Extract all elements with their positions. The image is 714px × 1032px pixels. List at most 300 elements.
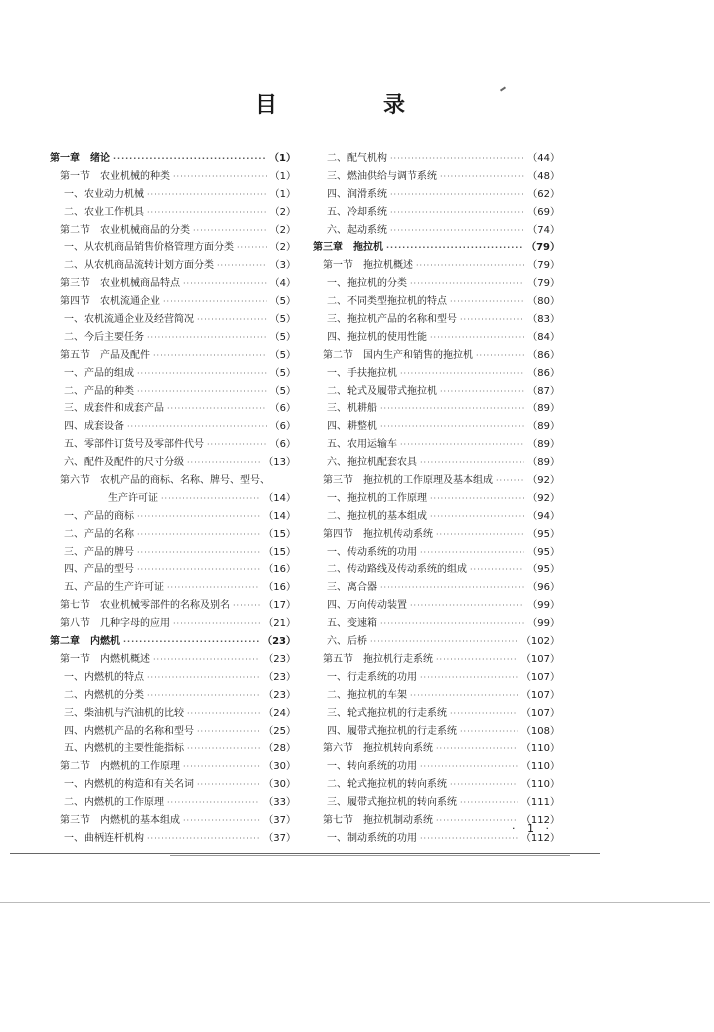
toc-leader-dots — [370, 633, 518, 651]
toc-entry-label: 五、变速箱 — [327, 618, 377, 630]
toc-leader-dots — [450, 705, 518, 723]
toc-entry — [50, 293, 296, 311]
toc-entry — [50, 347, 296, 365]
toc-page-number: （30） — [263, 761, 296, 773]
toc-entry-label: 二、轮式及履带式拖拉机 — [327, 385, 437, 397]
toc-leader-dots — [440, 383, 524, 401]
toc-entry-label: 五、农用运输车 — [327, 439, 397, 451]
title-char-1: 目 — [255, 93, 278, 118]
stray-mark — [500, 86, 506, 91]
toc-entry — [313, 168, 560, 186]
toc-leader-dots — [420, 830, 518, 848]
toc-entry-label: 第一节 内燃机概述 — [60, 653, 150, 665]
toc-leader-dots — [390, 222, 524, 240]
toc-page-number: （79） — [527, 260, 560, 272]
toc-page-number: （89） — [527, 457, 560, 469]
toc-entry-label: 第一节 拖拉机概述 — [323, 260, 413, 272]
page-title — [255, 88, 405, 119]
toc-leader-dots — [173, 168, 267, 186]
toc-leader-dots — [380, 579, 524, 597]
toc-leader-dots — [450, 293, 524, 311]
toc-page-number: （6） — [269, 421, 296, 433]
toc-entry-label: 四、产品的型号 — [64, 564, 134, 576]
toc-leader-dots — [390, 150, 524, 168]
toc-page-number: （69） — [527, 206, 560, 218]
toc-entry-label: 六、起动系统 — [327, 224, 387, 236]
toc-entry — [313, 383, 560, 401]
toc-entry — [313, 150, 560, 168]
toc-leader-dots — [233, 597, 260, 615]
toc-entry — [50, 222, 296, 240]
toc-entry — [50, 615, 296, 633]
toc-entry — [313, 526, 560, 544]
toc-page-number: （14） — [263, 510, 296, 522]
toc-leader-dots — [420, 544, 524, 562]
toc-page-number: （21） — [263, 618, 296, 630]
toc-entry-label: 第二节 农业机械商品的分类 — [60, 224, 190, 236]
toc-entry — [50, 454, 296, 472]
toc-entry — [313, 633, 560, 651]
toc-entry-label: 第五节 产品及配件 — [60, 349, 150, 361]
toc-page-number: （15） — [263, 546, 296, 558]
toc-leader-dots — [217, 257, 267, 275]
toc-leader-dots — [113, 150, 266, 168]
toc-leader-dots — [237, 239, 267, 257]
toc-entry-label: 一、农机流通企业及经营简况 — [64, 314, 194, 326]
toc-leader-dots — [163, 293, 267, 311]
toc-entry-label: 第八节 几种字母的应用 — [60, 618, 170, 630]
toc-entry-label: 二、农业工作机具 — [64, 206, 144, 218]
toc-entry-label: 第三节 内燃机的基本组成 — [60, 814, 180, 826]
toc-entry — [50, 329, 296, 347]
toc-entry — [50, 508, 296, 526]
toc-page-number: （79） — [526, 242, 560, 254]
toc-entry-label: 三、柴油机与汽油机的比较 — [64, 707, 184, 719]
toc-entry — [313, 669, 560, 687]
toc-entry-label: 一、手扶拖拉机 — [327, 367, 397, 379]
toc-leader-dots — [127, 418, 267, 436]
toc-entry — [313, 275, 560, 293]
toc-leader-dots — [416, 257, 524, 275]
toc-leader-dots — [147, 329, 267, 347]
toc-leader-dots — [496, 472, 524, 490]
toc-page-number: （13） — [263, 457, 296, 469]
toc-page-number: （23） — [262, 636, 296, 648]
toc-leader-dots — [137, 508, 260, 526]
toc-entry-label: 五、零部件订货号及零部件代号 — [64, 439, 204, 451]
toc-entry — [313, 436, 560, 454]
toc-entry — [50, 400, 296, 418]
toc-entry-label: 三、离合器 — [327, 582, 377, 594]
toc-page-number: （24） — [263, 707, 296, 719]
toc-entry — [313, 490, 560, 508]
toc-leader-dots — [430, 490, 524, 508]
toc-leader-dots — [153, 347, 267, 365]
toc-leader-dots — [173, 615, 260, 633]
toc-entry — [313, 561, 560, 579]
toc-entry — [50, 758, 296, 776]
toc-entry-label: 六、拖拉机配套农具 — [327, 457, 417, 469]
toc-leader-dots — [460, 311, 524, 329]
toc-page-number: （2） — [269, 224, 296, 236]
toc-entry-label: 二、拖拉机的车架 — [327, 689, 407, 701]
toc-leader-dots — [147, 830, 260, 848]
toc-page-number: （79） — [527, 278, 560, 290]
title-char-2: 录 — [382, 93, 405, 118]
toc-entry-label: 一、内燃机的特点 — [64, 671, 144, 683]
toc-entry-label: 五、冷却系统 — [327, 206, 387, 218]
toc-page-number: （28） — [263, 743, 296, 755]
toc-page-number: （3） — [269, 260, 296, 272]
toc-entry-label: 四、润滑系统 — [327, 188, 387, 200]
toc-entry — [313, 293, 560, 311]
toc-entry — [50, 418, 296, 436]
toc-leader-dots — [137, 526, 260, 544]
toc-entry-label: 一、产品的组成 — [64, 367, 134, 379]
toc-page-number: （110） — [520, 779, 560, 791]
toc-page-number: （86） — [527, 349, 560, 361]
toc-entry — [50, 168, 296, 186]
toc-page-number: （84） — [527, 331, 560, 343]
toc-page-number: （89） — [527, 421, 560, 433]
toc-leader-dots — [436, 526, 524, 544]
toc-entry — [50, 812, 296, 830]
toc-entry-label: 一、行走系统的功用 — [327, 671, 417, 683]
toc-entry — [50, 257, 296, 275]
toc-leader-dots — [470, 561, 524, 579]
toc-leader-dots — [137, 383, 267, 401]
toc-entry-label: 三、成套件和成套产品 — [64, 403, 164, 415]
toc-entry — [313, 329, 560, 347]
toc-entry-label: 六、后桥 — [327, 636, 367, 648]
toc-entry — [50, 544, 296, 562]
toc-leader-dots — [183, 812, 260, 830]
toc-leader-dots — [380, 615, 524, 633]
toc-leader-dots — [420, 454, 524, 472]
toc-leader-dots — [187, 454, 260, 472]
toc-entry — [313, 794, 560, 812]
toc-leader-dots — [167, 794, 260, 812]
toc-entry-label: 一、内燃机的构造和有关名词 — [64, 779, 194, 791]
toc-entry — [313, 597, 560, 615]
toc-leader-dots — [380, 400, 524, 418]
toc-entry — [50, 597, 296, 615]
toc-entry — [313, 311, 560, 329]
toc-page-number: （95） — [527, 564, 560, 576]
toc-leader-dots — [207, 436, 267, 454]
toc-entry-label: 一、曲柄连杆机构 — [64, 832, 144, 844]
toc-page-number: （107） — [520, 689, 560, 701]
toc-leader-dots — [147, 186, 267, 204]
toc-entry — [50, 239, 296, 257]
toc-entry-label: 一、转向系统的功用 — [327, 761, 417, 773]
toc-leader-dots — [183, 275, 267, 293]
toc-page-number: （92） — [527, 475, 560, 487]
toc-page-number: （89） — [527, 439, 560, 451]
toc-entry — [50, 275, 296, 293]
toc-entry — [50, 204, 296, 222]
toc-page-number: （89） — [527, 403, 560, 415]
toc-entry — [313, 508, 560, 526]
toc-entry — [50, 526, 296, 544]
toc-leader-dots — [430, 508, 524, 526]
toc-leader-dots — [390, 186, 524, 204]
toc-page-number: （112） — [520, 832, 560, 844]
footer-rule-secondary — [170, 855, 570, 856]
toc-page-number: （95） — [527, 546, 560, 558]
toc-entry — [50, 311, 296, 329]
toc-entry — [313, 257, 560, 275]
toc-page-number: （6） — [269, 439, 296, 451]
toc-leader-dots — [147, 669, 260, 687]
toc-entry — [50, 651, 296, 669]
toc-leader-dots — [436, 651, 518, 669]
toc-page-number: （14） — [263, 492, 296, 504]
toc-entry — [50, 365, 296, 383]
toc-page-number: （110） — [520, 761, 560, 773]
toc-entry — [313, 776, 560, 794]
toc-leader-dots — [153, 651, 260, 669]
toc-entry-label: 四、拖拉机的使用性能 — [327, 331, 427, 343]
toc-page-number: （92） — [527, 492, 560, 504]
toc-page-number: （37） — [263, 814, 296, 826]
toc-entry — [50, 490, 296, 508]
toc-leader-dots — [386, 239, 523, 257]
toc-entry — [313, 687, 560, 705]
toc-entry-label: 六、配件及配件的尺寸分级 — [64, 457, 184, 469]
toc-entry — [313, 365, 560, 383]
toc-page-number: （99） — [527, 618, 560, 630]
toc-entry-label: 第三节 拖拉机的工作原理及基本组成 — [323, 475, 493, 487]
toc-page-number: （111） — [520, 797, 560, 809]
toc-page-number: （74） — [527, 224, 560, 236]
toc-entry-label: 二、传动路线及传动系统的组成 — [327, 564, 467, 576]
toc-entry — [313, 705, 560, 723]
toc-page-number: （107） — [520, 653, 560, 665]
toc-entry-label: 二、从农机商品流转计划方面分类 — [64, 260, 214, 272]
toc-leader-dots — [193, 222, 267, 240]
toc-leader-dots — [187, 705, 260, 723]
toc-entry-label: 二、不同类型拖拉机的特点 — [327, 296, 447, 308]
toc-entry — [313, 579, 560, 597]
toc-entry-label: 二、轮式拖拉机的转向系统 — [327, 779, 447, 791]
toc-page-number: （15） — [263, 528, 296, 540]
toc-page-number: （5） — [269, 331, 296, 343]
toc-page-number: （86） — [527, 367, 560, 379]
footer-rule — [10, 853, 600, 854]
toc-entry — [50, 830, 296, 848]
toc-leader-dots — [161, 490, 260, 508]
toc-page-number: （23） — [263, 671, 296, 683]
toc-page-number: （44） — [527, 153, 560, 164]
toc-entry-label: 第七节 农业机械零部件的名称及别名 — [60, 600, 230, 612]
toc-entry-label: 第六节 农机产品的商标、名称、牌号、型号、 — [60, 475, 270, 487]
toc-entry — [50, 633, 296, 651]
toc-leader-dots — [450, 776, 518, 794]
toc-page-number: （87） — [527, 385, 560, 397]
toc-entry-label: 第四节 农机流通企业 — [60, 296, 160, 308]
toc-page-number: （33） — [263, 797, 296, 809]
toc-leader-dots — [187, 740, 260, 758]
toc-left-column — [50, 150, 296, 848]
page-folio: · 1 · — [512, 822, 553, 835]
toc-entry-label: 第二节 国内生产和销售的拖拉机 — [323, 349, 473, 361]
toc-leader-dots — [400, 365, 524, 383]
toc-entry — [50, 705, 296, 723]
toc-entry-label: 五、内燃机的主要性能指标 — [64, 743, 184, 755]
toc-entry-label: 第二节 内燃机的工作原理 — [60, 761, 180, 773]
toc-page-number: （23） — [263, 689, 296, 701]
toc-entry — [313, 758, 560, 776]
toc-entry-label: 三、履带式拖拉机的转向系统 — [327, 797, 457, 809]
toc-entry-label: 三、机耕船 — [327, 403, 377, 415]
toc-page-number: （5） — [269, 349, 296, 361]
toc-entry — [50, 776, 296, 794]
toc-entry-label: 第三章 拖拉机 — [313, 242, 383, 254]
toc-leader-dots — [476, 347, 524, 365]
toc-page-number: （1） — [269, 153, 296, 164]
toc-page-number: （102） — [520, 636, 560, 648]
toc-entry-label: 二、产品的名称 — [64, 528, 134, 540]
toc-entry-label: 二、内燃机的分类 — [64, 689, 144, 701]
toc-leader-dots — [137, 544, 260, 562]
toc-right-column — [313, 150, 560, 848]
toc-leader-dots — [410, 275, 524, 293]
toc-entry-label: 一、拖拉机的工作原理 — [327, 492, 427, 504]
toc-leader-dots — [430, 329, 524, 347]
toc-page-number: （108） — [520, 725, 560, 737]
toc-page-number: （83） — [527, 314, 560, 326]
toc-page-number: （94） — [527, 510, 560, 522]
toc-entry-label: 第六节 拖拉机转向系统 — [323, 743, 433, 755]
toc-page-number: （96） — [527, 582, 560, 594]
toc-leader-dots — [147, 204, 267, 222]
toc-entry-label: 第一章 绪论 — [50, 153, 110, 164]
toc-page-number: （6） — [269, 403, 296, 415]
toc-entry-label: 二、内燃机的工作原理 — [64, 797, 164, 809]
toc-entry-label: 五、产品的生产许可证 — [64, 582, 164, 594]
toc-page-number: （107） — [520, 707, 560, 719]
toc-leader-dots — [197, 723, 260, 741]
toc-entry — [50, 436, 296, 454]
toc-entry-label: 第七节 拖拉机制动系统 — [323, 814, 433, 826]
toc-entry — [313, 723, 560, 741]
toc-page-number: （25） — [263, 725, 296, 737]
toc-entry — [50, 150, 296, 168]
toc-leader-dots — [147, 687, 260, 705]
toc-entry-label: 二、配气机构 — [327, 153, 387, 164]
toc-leader-dots — [183, 758, 260, 776]
toc-entry — [313, 400, 560, 418]
toc-entry — [50, 740, 296, 758]
toc-page-number: （5） — [269, 314, 296, 326]
toc-page-number: （5） — [269, 367, 296, 379]
toc-page-number: （95） — [527, 528, 560, 540]
toc-entry-label: 三、拖拉机产品的名称和型号 — [327, 314, 457, 326]
toc-entry-label: 三、产品的牌号 — [64, 546, 134, 558]
toc-page-number: （110） — [520, 743, 560, 755]
toc-entry-label: 第五节 拖拉机行走系统 — [323, 653, 433, 665]
toc-page-number: （5） — [269, 385, 296, 397]
toc-entry-label: 四、成套设备 — [64, 421, 124, 433]
toc-entry — [313, 347, 560, 365]
toc-entry-label: 第一节 农业机械的种类 — [60, 170, 170, 182]
toc-entry-label: 四、履带式拖拉机的行走系统 — [327, 725, 457, 737]
toc-page-number: （80） — [527, 296, 560, 308]
toc-leader-dots — [410, 687, 518, 705]
toc-page-number: （112） — [520, 814, 560, 826]
toc-leader-dots — [380, 418, 524, 436]
toc-entry-label: 一、拖拉机的分类 — [327, 278, 407, 290]
toc-leader-dots — [420, 758, 518, 776]
toc-leader-dots — [460, 723, 518, 741]
toc-entry — [313, 740, 560, 758]
toc-entry — [50, 472, 296, 490]
toc-leader-dots — [137, 365, 267, 383]
toc-leader-dots — [436, 812, 518, 830]
toc-entry — [313, 418, 560, 436]
toc-entry-label: 第四节 拖拉机传动系统 — [323, 528, 433, 540]
toc-page-number: （17） — [263, 600, 296, 612]
toc-leader-dots — [460, 794, 518, 812]
toc-entry — [313, 615, 560, 633]
toc-page-number: （4） — [269, 278, 296, 290]
toc-entry — [313, 472, 560, 490]
toc-page-number: （30） — [263, 779, 296, 791]
toc-page-number: （99） — [527, 600, 560, 612]
toc-entry-label: 一、农业动力机械 — [64, 188, 144, 200]
toc-entry-label: 二、今后主要任务 — [64, 331, 144, 343]
toc-entry — [50, 186, 296, 204]
toc-page-number: （16） — [263, 582, 296, 594]
toc-entry — [50, 579, 296, 597]
toc-entry — [50, 561, 296, 579]
toc-page-number: （5） — [269, 296, 296, 308]
toc-leader-dots — [390, 204, 524, 222]
toc-entry — [50, 687, 296, 705]
toc-page-number: （1） — [269, 188, 296, 200]
toc-page-number: （48） — [527, 170, 560, 182]
toc-leader-dots — [410, 597, 524, 615]
toc-leader-dots — [400, 436, 524, 454]
toc-leader-dots — [436, 740, 518, 758]
toc-entry — [313, 239, 560, 257]
toc-page-number: （1） — [269, 170, 296, 182]
toc-leader-dots — [420, 669, 518, 687]
toc-entry — [313, 454, 560, 472]
toc-page-number: （16） — [263, 564, 296, 576]
toc-entry-label: 四、万向传动装置 — [327, 600, 407, 612]
toc-entry — [50, 669, 296, 687]
toc-page-number: （23） — [263, 653, 296, 665]
toc-leader-dots — [197, 776, 260, 794]
toc-entry-label: 一、传动系统的功用 — [327, 546, 417, 558]
toc-page-number: （62） — [527, 188, 560, 200]
toc-page-number: （107） — [520, 671, 560, 683]
toc-entry-label: 二、拖拉机的基本组成 — [327, 510, 427, 522]
toc-page-number: （2） — [269, 206, 296, 218]
toc-entry-label: 一、产品的商标 — [64, 510, 134, 522]
toc-leader-dots — [440, 168, 524, 186]
toc-entry-label: 三、轮式拖拉机的行走系统 — [327, 707, 447, 719]
toc-entry — [313, 651, 560, 669]
toc-leader-dots — [137, 561, 260, 579]
toc-leader-dots — [167, 400, 267, 418]
toc-entry-label: 四、内燃机产品的名称和型号 — [64, 725, 194, 737]
toc-entry — [50, 794, 296, 812]
toc-entry-label: 一、从农机商品销售价格管理方面分类 — [64, 242, 234, 254]
toc-entry — [313, 186, 560, 204]
